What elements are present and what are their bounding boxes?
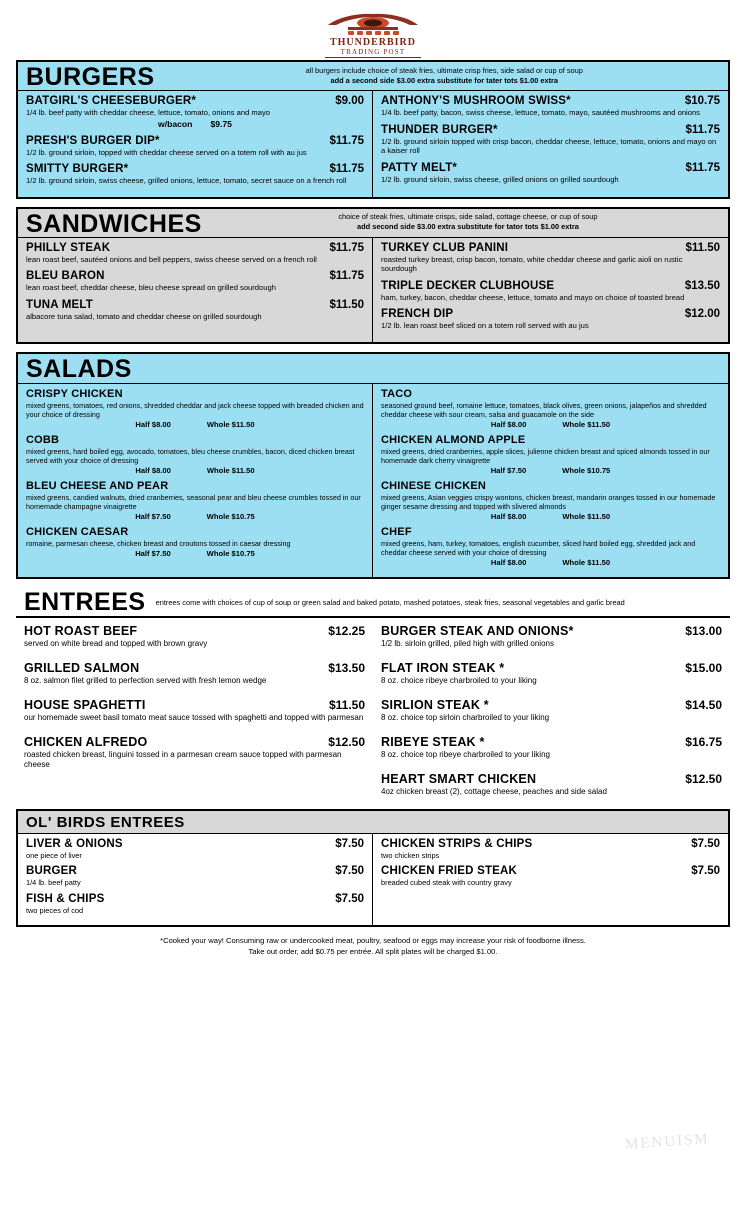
item-description: 1/4 lb. beef patty with cheddar cheese, lettuce, tomato, onions and mayo	[26, 108, 270, 118]
item-price: $12.50	[685, 772, 722, 787]
item-name: CHICKEN ALFREDO	[24, 735, 148, 750]
item-name: TRIPLE DECKER CLUBHOUSE	[381, 279, 555, 292]
item-description: 8 oz. choice top ribeye charbroiled to your liking	[381, 750, 550, 760]
item-portion-prices	[381, 512, 720, 521]
item-description: mixed greens, Asian veggies crispy wontons, chicken breast, mandarin oranges tossed in our homemade ginger sesame dressing and topped with slivered almonds	[381, 493, 716, 512]
section-burgers	[16, 60, 730, 199]
menu-item	[24, 735, 365, 770]
half-price: Half $7.50	[135, 549, 171, 559]
item-name: BATGIRL'S CHEESEBURGER*	[26, 95, 197, 108]
item-price: $11.75	[329, 270, 364, 283]
item-description: roasted chicken breast, linguini tossed in a parmesan cream sauce topped with parmesan cheese	[24, 750, 342, 770]
menu-item	[26, 299, 364, 321]
item-price: $16.75	[685, 735, 722, 750]
item-description: breaded cubed steak with country gravy	[381, 878, 512, 888]
menu-item	[381, 735, 722, 760]
item-name: FISH & CHIPS	[26, 892, 105, 905]
menu-item	[381, 526, 720, 567]
item-portion-prices	[381, 420, 720, 429]
section-entrees	[16, 587, 730, 809]
item-price: $7.50	[335, 838, 364, 851]
item-name: CHICKEN STRIPS & CHIPS	[381, 838, 533, 851]
item-price: $13.50	[684, 279, 720, 292]
item-price: $12.50	[328, 735, 365, 750]
sandwiches-header	[18, 209, 728, 238]
item-description: 1/2 lb. lean roast beef sliced on a totem roll served with au jus	[381, 321, 589, 331]
item-price: $11.75	[329, 163, 364, 176]
menu-item	[24, 698, 365, 723]
item-name: BURGER	[26, 865, 78, 878]
item-price: $12.00	[684, 308, 720, 321]
menu-item	[26, 135, 364, 157]
menu-item	[381, 124, 720, 156]
item-description: mixed greens, ham, turkey, tomatoes, english cucumber, sliced hard boiled egg, shredded jack and cheddar cheese served with your choice of dressing	[381, 539, 696, 558]
whole-price: Whole $10.75	[206, 512, 255, 522]
item-name: HOUSE SPAGHETTI	[24, 698, 146, 713]
item-description: mixed greens, tomatoes, red onions, shredded cheddar and jack cheese topped with breaded chicken and your choice of dressing	[26, 401, 364, 420]
menu-item	[381, 242, 720, 274]
item-portion-prices	[26, 466, 364, 475]
sandwiches-note	[216, 212, 720, 235]
ol-birds-right-column	[373, 834, 728, 925]
menu-item	[381, 480, 720, 521]
sandwiches-left-column	[18, 238, 373, 342]
item-description: 1/2 lb. sirloin grilled, piled high with grilled onions	[381, 639, 554, 649]
item-name: CRISPY CHICKEN	[26, 388, 123, 401]
burgers-note-line1: all burgers include choice of steak fries, ultimate crisp fries, side salad or cup of soup	[305, 65, 583, 75]
whole-price: Whole $11.50	[206, 466, 255, 476]
menu-item	[26, 434, 364, 475]
sandwiches-note-line1: choice of steak fries, ultimate crisps, side salad, cottage cheese, or cup of soup	[338, 212, 598, 222]
menu-item	[26, 242, 364, 264]
item-name: ANTHONY'S MUSHROOM SWISS*	[381, 95, 571, 108]
item-description: 1/4 lb. beef patty	[26, 878, 81, 888]
item-name: HEART SMART CHICKEN	[381, 772, 537, 787]
whole-price: Whole $11.50	[562, 558, 611, 568]
item-name: COBB	[26, 434, 60, 447]
menu-item	[381, 865, 720, 887]
ol-birds-title: OL' BIRDS ENTREES	[26, 814, 185, 832]
entrees-left-column	[16, 624, 373, 809]
item-price: $11.50	[685, 241, 720, 254]
logo-subtitle: TRADING POST	[340, 48, 406, 56]
item-price: $7.50	[335, 892, 364, 905]
whole-price: Whole $11.50	[562, 512, 611, 522]
half-price: Half $8.00	[135, 420, 171, 430]
item-description: ham, turkey, bacon, cheddar cheese, lettuce, tomato and mayo on choice of toasted bread	[381, 292, 685, 302]
item-name: RIBEYE STEAK *	[381, 735, 485, 750]
item-name: BURGER STEAK AND ONIONS*	[381, 624, 574, 639]
menu-item	[26, 893, 364, 915]
menu-item	[26, 95, 364, 128]
item-name: TUNA MELT	[26, 298, 93, 311]
item-description: 1/2 lb. ground sirloin topped with crisp bacon, cheddar cheese, lettuce, tomato, onions and mayo on a kaiser roll	[381, 136, 717, 156]
burgers-right-column	[373, 91, 728, 196]
sandwiches-note-line2: add second side $3.00 extra substitute for tator tots $1.00 extra	[357, 222, 579, 232]
watermark: MENUISM	[624, 1131, 711, 1153]
salads-header	[18, 354, 728, 384]
logo-divider	[325, 57, 421, 58]
item-name: BLEU BARON	[26, 270, 105, 283]
thunderbird-icon	[318, 11, 428, 37]
item-description: romaine, parmesan cheese, chicken breast and croutons tossed in caesar dressing	[26, 539, 291, 549]
item-price: $10.75	[684, 95, 720, 108]
footer-line-1: *Cooked your way! Consuming raw or undercooked meat, poultry, seafood or eggs may increase your risk of foodborne illness.	[160, 935, 586, 945]
item-description: albacore tuna salad, tomato and cheddar cheese on grilled sourdough	[26, 311, 262, 321]
item-description: 1/4 lb. beef patty, bacon, swiss cheese, lettuce, tomato, mayo, sautéed mushrooms and onions	[381, 108, 700, 118]
menu-item	[26, 270, 364, 292]
entrees-title: ENTREES	[24, 588, 146, 617]
item-name: SMITTY BURGER*	[26, 163, 129, 176]
half-price: Half $7.50	[490, 466, 527, 476]
item-price: $11.75	[685, 161, 720, 174]
half-price: Half $8.00	[490, 558, 527, 568]
item-description: roasted turkey breast, crisp bacon, tomato, white cheddar cheese and garlic aioli on rustic sourdough	[381, 254, 683, 274]
item-name: HOT ROAST BEEF	[24, 624, 138, 639]
menu-item	[381, 434, 720, 475]
item-description: lean roast beef, sautéed onions and bell peppers, swiss cheese served on a french roll	[26, 254, 317, 264]
menu-item	[381, 838, 720, 860]
item-price: $11.50	[328, 698, 365, 713]
item-name: CHINESE CHICKEN	[381, 480, 487, 493]
burgers-note-line2: add a second side $3.00 extra substitute for tater tots $1.00 extra	[330, 75, 559, 85]
ol-birds-left-column	[18, 834, 373, 925]
item-price: $13.00	[685, 624, 722, 639]
menu-item	[26, 865, 364, 887]
ol-birds-header	[18, 811, 728, 834]
menu-item	[26, 388, 364, 429]
item-name: PATTY MELT*	[381, 161, 458, 174]
item-price: $12.25	[328, 624, 365, 639]
item-name: PHILLY STEAK	[26, 241, 111, 254]
item-portion-prices	[26, 512, 364, 521]
item-name: FLAT IRON STEAK *	[381, 661, 505, 676]
item-price: $7.50	[335, 865, 364, 878]
item-name: TACO	[381, 388, 413, 401]
menu-item	[381, 624, 722, 649]
item-description: two chicken strips	[381, 851, 440, 861]
item-name: TURKEY CLUB PANINI	[381, 241, 509, 254]
item-name: CHICKEN ALMOND APPLE	[381, 434, 526, 447]
item-name: FRENCH DIP	[381, 308, 454, 321]
restaurant-logo	[16, 10, 730, 60]
whole-price: Whole $11.50	[206, 420, 255, 430]
item-description: lean roast beef, cheddar cheese, bleu cheese spread on grilled sourdough	[26, 283, 276, 293]
item-price: $11.75	[685, 123, 720, 136]
salads-title: SALADS	[26, 354, 132, 383]
item-price: $7.50	[691, 838, 720, 851]
menu-item	[381, 772, 722, 797]
menu-item	[26, 526, 364, 558]
burgers-left-column	[18, 91, 373, 196]
item-name: LIVER & ONIONS	[26, 838, 123, 851]
item-description: 4oz chicken breast (2), cottage cheese, peaches and side salad	[381, 787, 607, 797]
whole-price: Whole $10.75	[206, 549, 255, 559]
item-description: two pieces of cod	[26, 905, 84, 915]
menu-item	[24, 624, 365, 649]
half-price: Half $8.00	[490, 512, 527, 522]
item-description: seasoned ground beef, romaine lettuce, tomatoes, black olives, green onions, jalapeños and shredded cheddar cheese with sour cream, salsa and guacamole on the side	[381, 401, 707, 420]
menu-item	[381, 95, 720, 117]
item-description: 1/2 lb. ground sirloin, topped with cheddar cheese served on a totem roll with au jus	[26, 147, 307, 157]
item-name: CHICKEN CAESAR	[26, 526, 129, 539]
burgers-header	[18, 62, 728, 91]
whole-price: Whole $10.75	[562, 466, 611, 476]
item-extra-row	[26, 119, 364, 129]
item-portion-prices	[26, 549, 364, 558]
burgers-title: BURGERS	[26, 63, 155, 91]
item-portion-prices	[381, 466, 720, 475]
item-name: CHICKEN FRIED STEAK	[381, 865, 518, 878]
item-price: $7.50	[691, 865, 720, 878]
item-description: served on white bread and topped with brown gravy	[24, 639, 208, 649]
menu-item	[381, 280, 720, 302]
item-description: 8 oz. choice ribeye charbroiled to your liking	[381, 676, 537, 686]
item-price: $11.50	[329, 298, 364, 311]
item-name: GRILLED SALMON	[24, 661, 140, 676]
item-price: $15.00	[685, 661, 722, 676]
salads-right-column	[373, 384, 728, 577]
item-description: 1/2 lb. ground sirloin, swiss cheese, grilled onions, lettuce, tomato, secret sauce on a french roll	[26, 176, 347, 186]
item-portion-prices	[381, 558, 720, 567]
burgers-note	[169, 66, 720, 89]
menu-item	[26, 480, 364, 521]
menu-item	[381, 162, 720, 184]
item-name: SIRLION STEAK *	[381, 698, 489, 713]
item-name: THUNDER BURGER*	[381, 123, 498, 136]
entrees-header	[16, 587, 730, 618]
menu-item	[381, 698, 722, 723]
menu-item	[381, 388, 720, 429]
half-price: Half $7.50	[135, 512, 171, 522]
item-portion-prices	[26, 420, 364, 429]
half-price: Half $8.00	[490, 420, 527, 430]
item-price: $9.00	[335, 95, 364, 108]
menu-item	[26, 838, 364, 860]
item-price: $11.75	[329, 241, 364, 254]
item-description: mixed greens, candied walnuts, dried cranberries, seasonal pear and bleu cheese crumbles tossed in our homemade champagne vinaigrette	[26, 493, 361, 512]
item-extra-label: w/bacon	[158, 118, 193, 129]
section-ol-birds-entrees	[16, 809, 730, 927]
entrees-right-column	[373, 624, 730, 809]
item-price: $14.50	[685, 698, 722, 713]
item-name: BLEU CHEESE AND PEAR	[26, 480, 169, 493]
logo-name: THUNDERBIRD	[329, 37, 416, 48]
item-name: PRESH'S BURGER DIP*	[26, 134, 160, 147]
menu-item	[24, 661, 365, 686]
whole-price: Whole $11.50	[562, 420, 611, 430]
menu-item	[381, 661, 722, 686]
item-description: one piece of liver	[26, 851, 82, 861]
item-price: $13.50	[328, 661, 365, 676]
menu-item	[381, 308, 720, 330]
footer-line-2: Take out order, add $0.75 per entrée. All split plates will be charged $1.00.	[248, 946, 498, 956]
menu-item	[26, 163, 364, 185]
section-salads	[16, 352, 730, 579]
section-sandwiches	[16, 207, 730, 344]
half-price: Half $8.00	[135, 466, 171, 476]
item-description: our homemade sweet basil tomato meat sauce tossed with spaghetti and topped with parmesan	[24, 713, 364, 723]
entrees-note: entrees come with choices of cup of soup or green salad and baked potato, mashed potatoes, steak fries, seasonal vegetables and garlic bread	[155, 598, 625, 608]
item-description: mixed greens, hard boiled egg, avocado, tomatoes, bleu cheese crumbles, bacon, diced chicken breast served with your choice of dressing	[26, 447, 355, 466]
item-description: 1/2 lb. ground sirloin, swiss cheese, grilled onions on grilled sourdough	[381, 174, 619, 184]
item-description: 8 oz. salmon filet grilled to perfection served with fresh lemon wedge	[24, 676, 267, 686]
footer-disclaimer	[16, 935, 730, 957]
sandwiches-right-column	[373, 238, 728, 342]
sandwiches-title: SANDWICHES	[26, 209, 202, 238]
item-name: CHEF	[381, 526, 412, 539]
salads-left-column	[18, 384, 373, 577]
item-price: $11.75	[329, 134, 364, 147]
item-description: 8 oz. choice top sirloin charbroiled to your liking	[381, 713, 550, 723]
item-extra-price: $9.75	[210, 118, 232, 129]
item-description: mixed greens, dried cranberries, apple slices, julienne chicken breast and spiced almonds tossed in our homemade dark cherry vinaigrette	[381, 447, 710, 466]
